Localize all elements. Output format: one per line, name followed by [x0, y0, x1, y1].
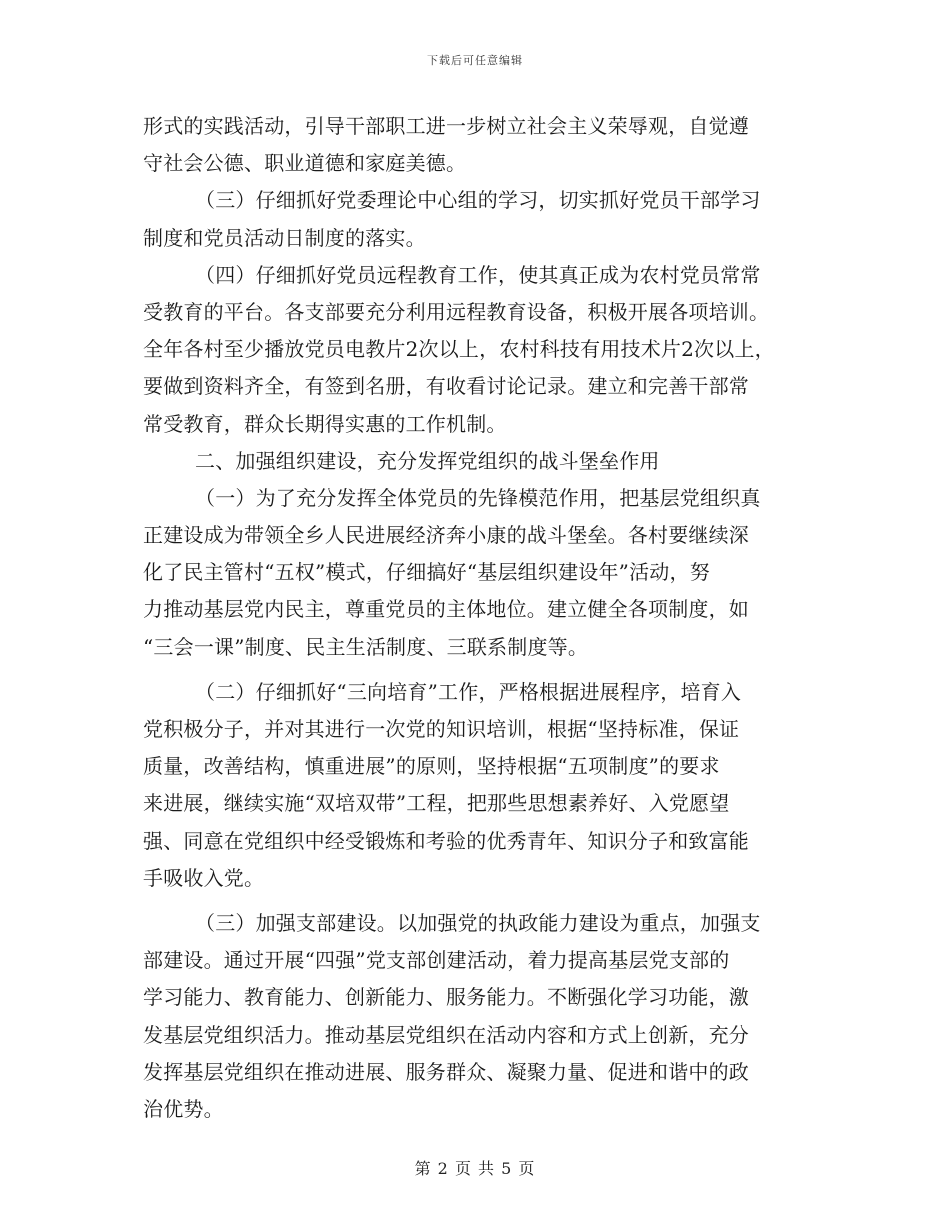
text-line: 正建设成为带领全乡人民进展经济奔小康的战斗堡垒。各村要继续深 — [143, 523, 749, 548]
text-line: 党积极分子，并对其进行一次党的知识培训，根据“坚持标准，保证 — [143, 717, 740, 741]
text-line: 学习能力、教育能力、创新能力、服务能力。不断强化学习功能，激 — [143, 985, 749, 1010]
text-line: 发基层党组织活力。推动基层党组织在活动内容和方式上创新，充分 — [143, 1022, 749, 1047]
page-number: 第 2 页 共 5 页 — [414, 1159, 536, 1178]
text-line: 质量，改善结构，慎重进展”的原则，坚持根据“五项制度”的要求 — [143, 754, 720, 779]
header-note: 下载后可任意编辑 — [427, 54, 523, 67]
text-line: （三）仔细抓好党委理论中心组的学习，切实抓好党员干部学习 — [195, 188, 761, 213]
text-line: （一）为了充分发挥全体党员的先锋模范作用，把基层党组织真 — [195, 485, 761, 510]
text-line: 手吸收入党。 — [143, 865, 265, 890]
text-line: 部建设。通过开展“四强”党支部创建活动，着力提高基层党支部的 — [143, 948, 730, 973]
text-line: 常受教育，群众长期得实惠的工作机制。 — [143, 411, 507, 436]
text-line: 来进展，继续实施“双培双带”工程，把那些思想素养好、入党愿望 — [143, 791, 730, 816]
text-line: 治优势。 — [143, 1096, 224, 1121]
section-heading: 二、加强组织建设，充分发挥党组织的战斗堡垒作用 — [195, 448, 660, 473]
text-line: 制度和党员活动日制度的落实。 — [143, 225, 426, 250]
text-line: 全年各村至少播放党员电教片2次以上，农村科技有用技术片2次以上， — [143, 337, 775, 362]
text-line: 守社会公德、职业道德和家庭美德。 — [143, 151, 467, 176]
text-line: 力推动基层党内民主，尊重党员的主体地位。建立健全各项制度，如 — [143, 597, 749, 622]
text-line: 发挥基层党组织在推动进展、服务群众、凝聚力量、促进和谐中的政 — [143, 1059, 749, 1084]
text-line: 化了民主管村“五权”模式，仔细搞好“基层组织建设年”活动，努 — [143, 560, 710, 585]
text-line: “三会一课”制度、民主生活制度、三联系制度等。 — [143, 634, 589, 659]
text-line: （三）加强支部建设。以加强党的执政能力建设为重点，加强支 — [195, 910, 761, 935]
text-line: （二）仔细抓好“三向培育”工作，严格根据进展程序，培育入 — [195, 679, 742, 704]
text-line: 强、同意在党组织中经受锻炼和考验的优秀青年、知识分子和致富能 — [143, 828, 749, 853]
text-line: 受教育的平台。各支部要充分利用远程教育设备，积极开展各项培训。 — [143, 299, 770, 324]
text-line: 形式的实践活动，引导干部职工进一步树立社会主义荣辱观，自觉遵 — [143, 114, 749, 138]
document-body — [143, 108, 823, 1128]
text-line: （四）仔细抓好党员远程教育工作，使其真正成为农村党员常常 — [195, 262, 761, 287]
text-line: 要做到资料齐全，有签到名册，有收看讨论记录。建立和完善干部常 — [143, 374, 749, 399]
